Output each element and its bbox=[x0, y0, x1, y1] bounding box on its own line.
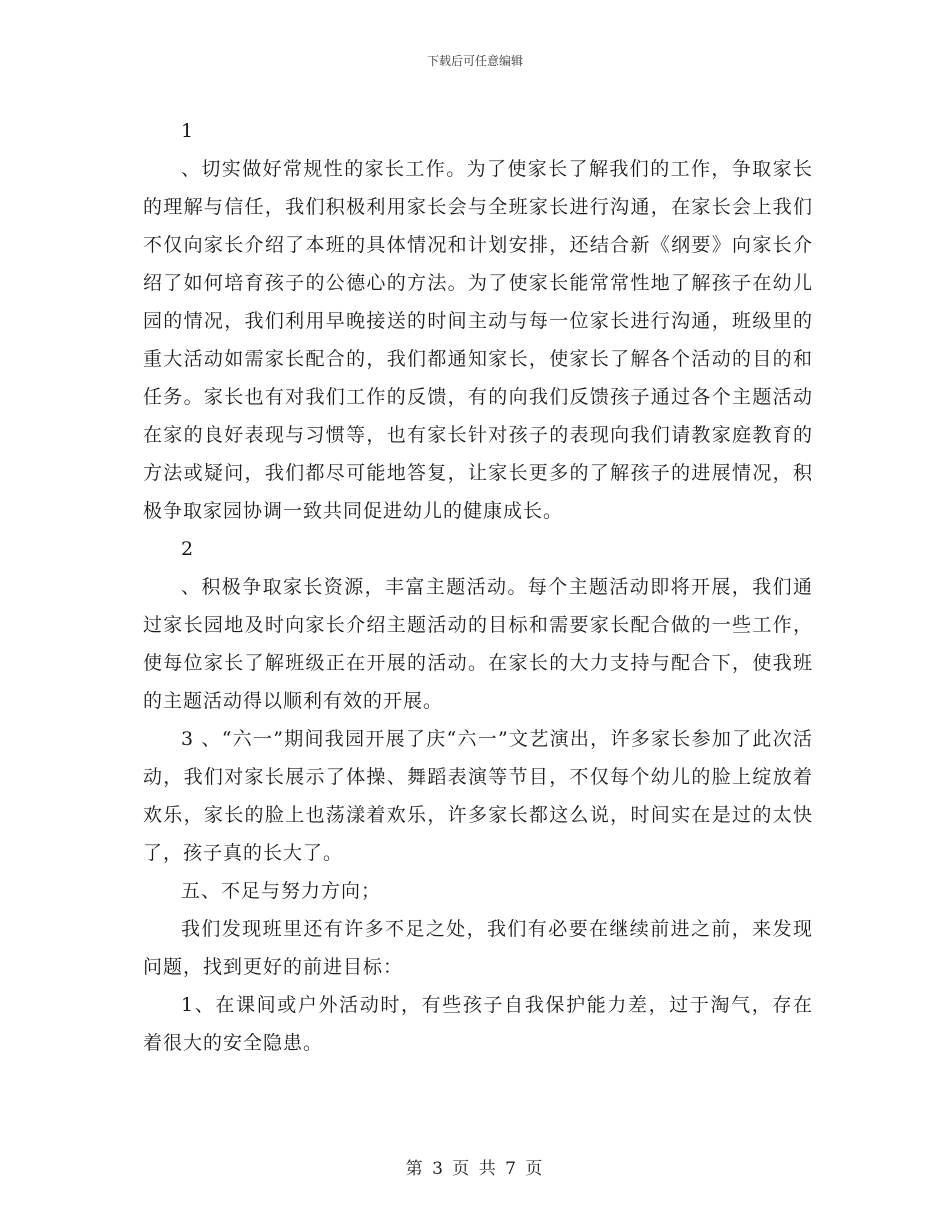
page-footer: 第 3 页 共 7 页 bbox=[405, 1159, 545, 1179]
page-header: 下载后可任意编辑 bbox=[426, 54, 523, 68]
section-number-2: 2 bbox=[181, 538, 195, 560]
paragraph-safety-issue: 1、在课间或户外活动时，有些孩子自我保护能力差，过于淘气，存在着很大的安全隐患。 bbox=[143, 994, 813, 1054]
section-heading-shortcomings: 五、不足与努力方向； bbox=[181, 880, 382, 902]
section-number-1: 1 bbox=[181, 120, 195, 142]
paragraph-parent-communication: 、切实做好常规性的家长工作。为了使家长了解我们的工作，争取家长的理解与信任，我们积极利用家长会与全班家长进行沟通，在家长会上我们不仅向家长介绍了本班的具体情况和计划安排，还结合新《纲要》向家长介绍了如何培育孩子的公德心的方法。为了使家长能常常性地了解孩子在幼儿园的情况，我们利用早晚接送的时间主动与每一位家长进行沟通，班级里的重大活动如需家长配合的，我们都通知家长，使家长了解各个活动的目的和任务。家长也有对我们工作的反馈，有的向我们反馈孩子通过各个主题活动在家的良好表现与习惯等，也有家长针对孩子的表现向我们请教家庭教育的方法或疑问，我们都尽可能地答复，让家长更多的了解孩子的进展情况，积极争取家园协调一致共同促进幼儿的健康成长。 bbox=[143, 158, 813, 522]
document-body bbox=[143, 112, 813, 1062]
paragraph-shortcomings-intro: 我们发现班里还有许多不足之处，我们有必要在继续前进之前，来发现问题，找到更好的前进目标： bbox=[143, 918, 813, 978]
paragraph-childrens-day: 3 、“六一”期间我园开展了庆“六一”文艺演出，许多家长参加了此次活动，我们对家长展示了体操、舞蹈表演等节目，不仅每个幼儿的脸上绽放着欢乐，家长的脸上也荡漾着欢乐，许多家长都这么说，时间实在是过的太快了，孩子真的长大了。 bbox=[143, 728, 813, 864]
paragraph-parent-resources: 、积极争取家长资源，丰富主题活动。每个主题活动即将开展，我们通过家长园地及时向家长介绍主题活动的目标和需要家长配合做的一些工作，使每位家长了解班级正在开展的活动。在家长的大力支持与配合下，使我班的主题活动得以顺利有效的开展。 bbox=[143, 576, 813, 712]
